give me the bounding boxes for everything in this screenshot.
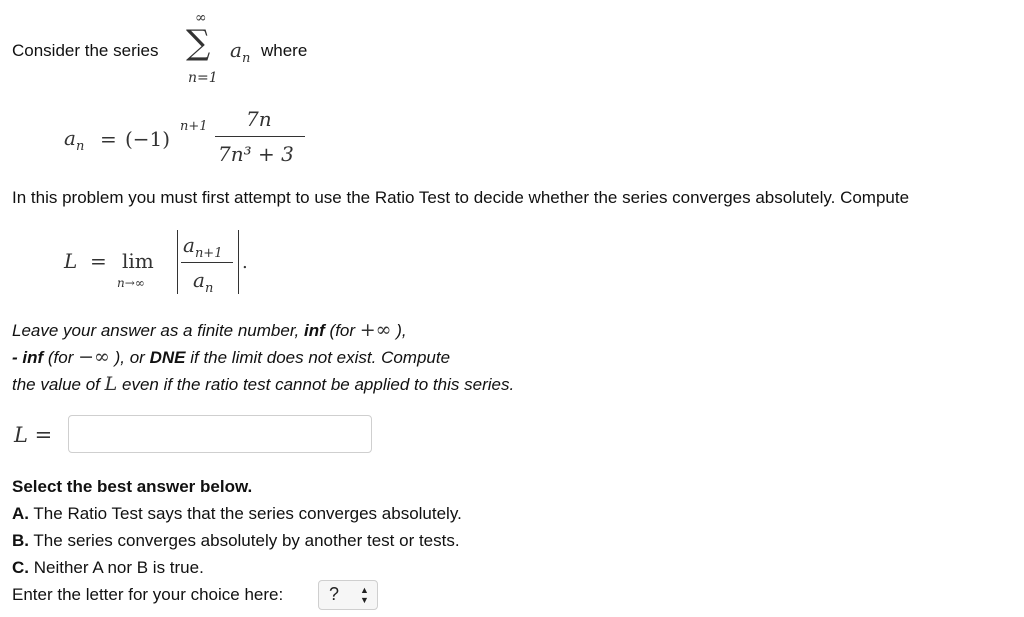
sum-upper-limit: ∞ [195,10,207,26]
choices-heading: Select the best answer below. [12,477,253,496]
formula-equals: = [100,127,117,151]
series-term: $a_n$ [230,38,251,66]
abs-bar-left [177,230,178,294]
summation-icon: ∑ [186,23,211,63]
limit-equals: = [90,249,107,273]
limit-fraction-bar [181,262,233,263]
instructions-line-3: the value of L even if the ratio test cannot be applied to this series. [12,373,515,395]
choice-a: A. The Ratio Test says that the series converges absolutely. [12,504,462,523]
answer-input[interactable] [68,415,372,453]
formula-denominator: 7n³ + 3 [218,142,294,166]
limit-L: L [64,249,78,273]
intro-suffix: where [261,41,308,60]
fraction-bar [215,136,305,137]
choice-prompt: Enter the letter for your choice here: [12,585,284,604]
intro-prefix: Consider the series [12,41,159,60]
answer-label: L = [14,423,53,447]
abs-bar-right [238,230,239,294]
limit-under: n→∞ [117,276,145,290]
limit-numerator: $a_{n+1}$ [183,233,223,261]
choice-c: C. Neither A nor B is true. [12,558,204,577]
instructions-line-1: Leave your answer as a finite number, inf (for +∞ ), [12,319,407,341]
formula-numerator: 7n [246,107,272,131]
formula-factor: (−1) [125,127,171,151]
formula-lhs: $a_n$ [64,126,85,154]
limit-lim: lim [122,249,154,273]
sum-lower-limit: n=1 [188,70,218,86]
problem-text: In this problem you must first attempt to use the Ratio Test to decide whether the series converges absolutely. Compute [12,188,910,207]
choice-select[interactable] [318,580,378,610]
instructions-line-2: - inf (for −∞ ), or DNE if the limit does not exist. Compute [12,346,451,368]
choice-select-value: ? [329,584,340,604]
limit-denominator: $a_n$ [193,268,214,296]
choice-b: B. The series converges absolutely by another test or tests. [12,531,460,550]
updown-arrows-icon: ▲ ▼ [360,585,369,605]
limit-period: . [242,252,248,273]
formula-exponent: n+1 [180,119,208,134]
